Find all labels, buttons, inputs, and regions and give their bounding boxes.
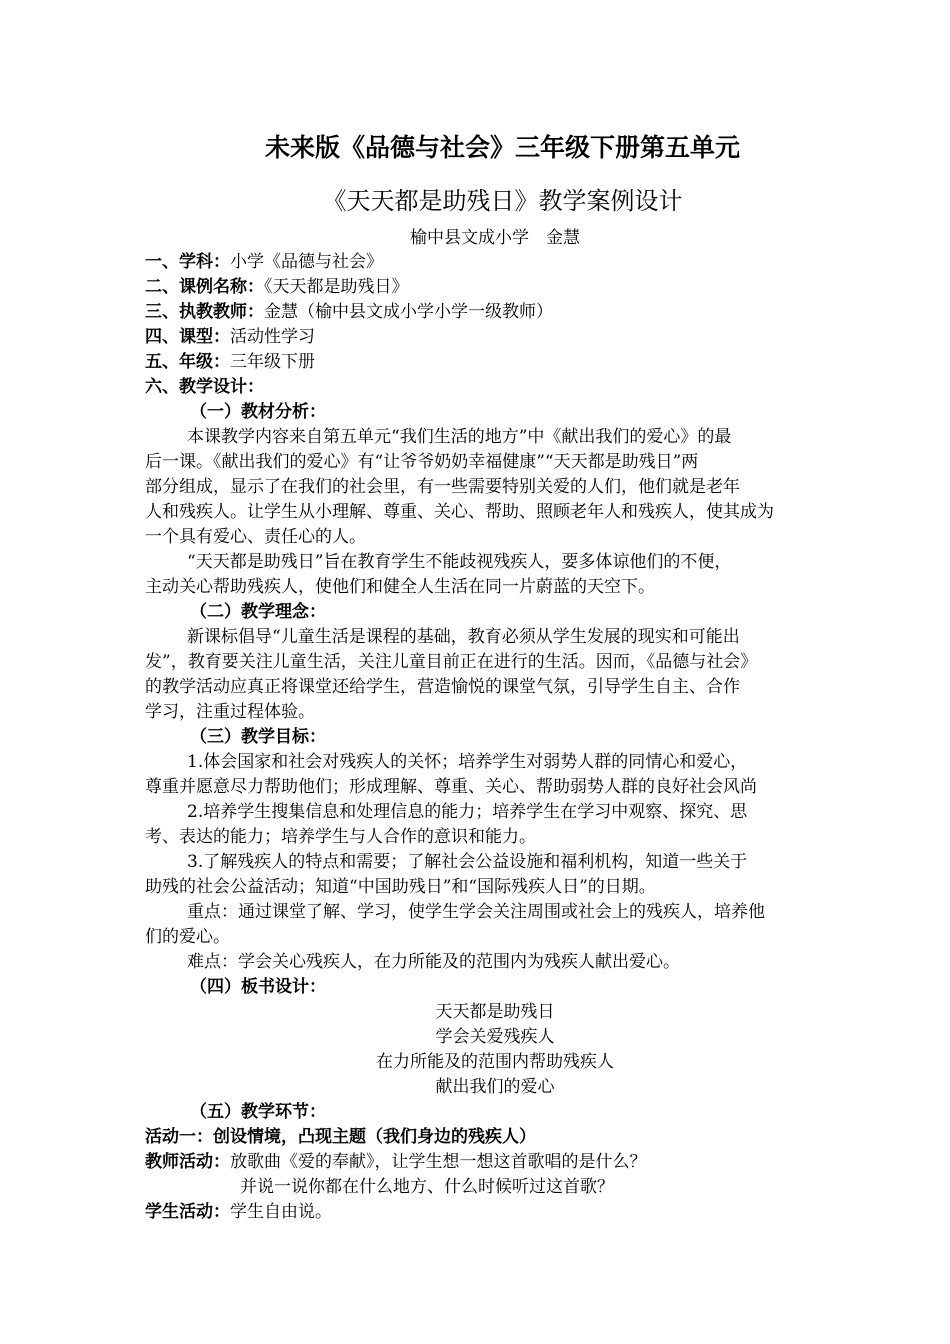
paragraph-line: 部分组成，显示了在我们的社会里，有一些需要特别关爱的人们，他们就是老年 [145,477,740,497]
paragraph-line: 发”，教育要关注儿童生活，关注儿童目前正在进行的生活。因而，《品德与社会》 [145,652,758,672]
teacher-activity [145,1150,647,1175]
section-heading: （二）教学理念： [190,602,326,622]
info-item-grade [145,350,315,375]
paragraph-line: 人和残疾人。让学生从小理解、尊重、关心、帮助、照顾老年人和残疾人，使其成为 [145,502,774,522]
paragraph-line: 的教学活动应真正将课堂还给学生，营造愉悦的课堂气氛，引导学生自主、合作 [145,677,740,697]
student-activity [145,1200,332,1225]
paragraph-line: 一个具有爱心、责任心的人。 [145,527,366,547]
teacher-activity-label: 教师活动： [145,1152,230,1172]
info-item-design: 六、教学设计： [145,377,264,397]
info-value: 活动性学习 [230,327,315,347]
section-heading: （一）教材分析： [190,402,326,422]
info-value: 金慧（榆中县文成小学小学一级教师） [264,302,553,322]
difficult-point-line: 难点：学会关心残疾人，在力所能及的范围内为残疾人献出爱心。 [187,952,680,972]
paragraph-line: 本课教学内容来自第五单元“我们生活的地方”中《献出我们的爱心》的最 [187,427,732,447]
paragraph-line: “天天都是助残日”旨在教育学生不能歧视残疾人，要多体谅他们的不便， [187,552,732,572]
info-label: 二、课例名称： [145,277,264,297]
goal-line: 考、表达的能力；培养学生与人合作的意识和能力。 [145,827,536,847]
document-subtitle: 《天天都是助残日》教学案例设计 [322,187,683,215]
board-line: 献出我们的爱心 [435,1077,555,1097]
info-value: 三年级下册 [230,352,315,372]
paragraph-line: 学习，注重过程体验。 [145,702,315,722]
info-value: 小学《品德与社会》 [230,252,383,272]
section-heading: （三）教学目标： [190,727,326,747]
goal-line: 2.培养学生搜集信息和处理信息的能力；培养学生在学习中观察、探究、思 [187,802,748,822]
paragraph-line: 后一课。《献出我们的爱心》有“让爷爷奶奶幸福健康”“天天都是助残日”两 [145,452,699,472]
section-heading: （四）板书设计： [190,977,326,997]
key-point-line: 们的爱心。 [145,927,230,947]
paragraph-line: 新课标倡导“儿童生活是课程的基础，教育必须从学生发展的现实和可能出 [187,627,740,647]
teacher-activity-text: 放歌曲《爱的奉献》，让学生想一想这首歌唱的是什么？ [230,1152,647,1172]
info-label: 五、年级： [145,352,230,372]
author-line: 榆中县文成小学 金慧 [410,228,580,248]
student-activity-text: 学生自由说。 [230,1202,332,1222]
info-label: 四、课型： [145,327,230,347]
section-heading: （五）教学环节： [190,1102,326,1122]
info-item-lesson [145,275,409,300]
info-item-teacher [145,300,553,325]
paragraph-line: 主动关心帮助残疾人，使他们和健全人生活在同一片蔚蓝的天空下。 [145,577,655,597]
goal-line: 尊重并愿意尽力帮助他们；形成理解、尊重、关心、帮助弱势人群的良好社会风尚 [145,777,757,797]
activity-title: 活动一：创设情境，凸现主题（我们身边的残疾人） [145,1127,536,1147]
student-activity-label: 学生活动： [145,1202,230,1222]
goal-line: 1.体会国家和社会对残疾人的关怀；培养学生对弱势人群的同情心和爱心， [187,752,748,772]
teacher-activity-text: 并说一说你都在什么地方、什么时候听过这首歌？ [240,1177,614,1197]
info-item-type [145,325,315,350]
board-line: 在力所能及的范围内帮助残疾人 [376,1052,614,1072]
goal-line: 助残的社会公益活动；知道“中国助残日”和“国际残疾人日”的日期。 [145,877,656,897]
info-item-subject [145,250,383,275]
info-value: 《天天都是助残日》 [264,277,409,297]
document-title: 未来版《品德与社会》三年级下册第五单元 [264,133,740,162]
key-point-line: 重点：通过课堂了解、学习，使学生学会关注周围或社会上的残疾人，培养他 [187,902,765,922]
goal-line: 3.了解残疾人的特点和需要；了解社会公益设施和福利机构，知道一些关于 [187,852,748,872]
board-line: 学会关爱残疾人 [435,1027,555,1047]
info-label: 一、学科： [145,252,230,272]
board-line: 天天都是助残日 [435,1002,555,1022]
info-label: 三、执教教师： [145,302,264,322]
